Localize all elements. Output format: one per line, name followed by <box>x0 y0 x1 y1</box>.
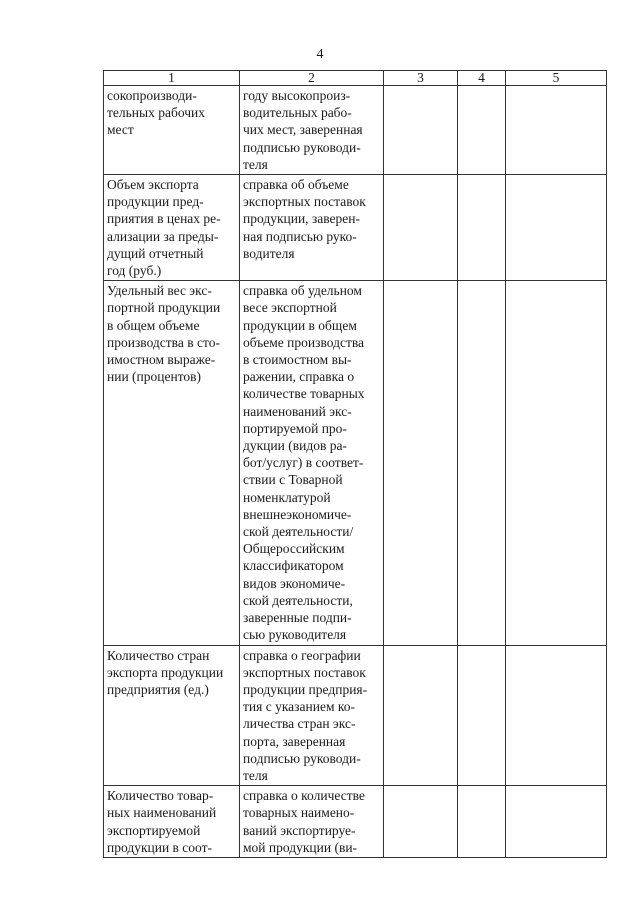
criterion-text: сокопроизводи- тельных рабочих мест <box>107 88 205 138</box>
table-header-row <box>104 71 607 86</box>
document-cell <box>240 786 384 858</box>
column-3-cell <box>384 281 458 645</box>
column-3-cell <box>384 86 458 175</box>
criterion-cell <box>104 645 240 786</box>
criterion-cell <box>104 786 240 858</box>
column-header-3: 3 <box>384 71 458 86</box>
table-row <box>104 786 607 858</box>
column-header-4: 4 <box>458 71 506 86</box>
column-header-2: 2 <box>240 71 384 86</box>
criterion-cell <box>104 86 240 175</box>
document-cell <box>240 281 384 645</box>
column-4-cell <box>458 645 506 786</box>
criterion-text: Количество стран экспорта продукции предприятия (ед.) <box>107 647 224 697</box>
table-row <box>104 281 607 645</box>
column-3-cell <box>384 175 458 281</box>
document-text: справка о количестве товарных наимено- ваний экспортируе- мой продукции (ви- <box>243 788 365 855</box>
document-text: справка об объеме экспортных поставок продукции, заверен- ная подписью руко- водителя <box>243 177 366 261</box>
column-header-5: 5 <box>506 71 607 86</box>
document-text: году высокопроиз- водительных рабо- чих мест, заверенная подписью руководи- теля <box>243 88 363 172</box>
criterion-text: Количество товар- ных наименований экспортируемой продукции в соот- <box>107 788 217 855</box>
criteria-table <box>103 70 607 858</box>
page-number: 4 <box>316 47 324 62</box>
column-header-1: 1 <box>104 71 240 86</box>
criterion-cell <box>104 281 240 645</box>
criterion-cell <box>104 175 240 281</box>
column-4-cell <box>458 175 506 281</box>
table-row <box>104 175 607 281</box>
column-5-cell <box>506 786 607 858</box>
criterion-text: Объем экспорта продукции пред- приятия в ценах ре- ализации за преды- дущий отчетный год (руб.) <box>107 177 221 279</box>
column-5-cell <box>506 175 607 281</box>
document-cell <box>240 645 384 786</box>
column-5-cell <box>506 281 607 645</box>
column-4-cell <box>458 786 506 858</box>
document-text: справка об удельном весе экспортной продукции в общем объеме производства в стоимостном вы- ражении, справка о количестве товарных наименований экс- портируемой про- дукции (видов ра- бот/услуг) в соответ- ствии с Товарной номенклатурой внешнеэкономиче- ской деятельности/ Общероссийским классификатором видов экономиче- ской деятельности, заверенные подпи- сью руководителя <box>243 283 365 643</box>
document-cell <box>240 175 384 281</box>
document-cell <box>240 86 384 175</box>
table-row <box>104 645 607 786</box>
column-3-cell <box>384 786 458 858</box>
column-3-cell <box>384 645 458 786</box>
criterion-text: Удельный вес экс- портной продукции в общем объеме производства в сто- имостном выраже- нии (процентов) <box>107 283 221 385</box>
column-5-cell <box>506 645 607 786</box>
table-row <box>104 86 607 175</box>
column-5-cell <box>506 86 607 175</box>
column-4-cell <box>458 281 506 645</box>
document-text: справка о географии экспортных поставок продукции предприя- тия с указанием ко- личества стран экс- порта, заверенная подписью руководи- теля <box>243 647 368 783</box>
column-4-cell <box>458 86 506 175</box>
